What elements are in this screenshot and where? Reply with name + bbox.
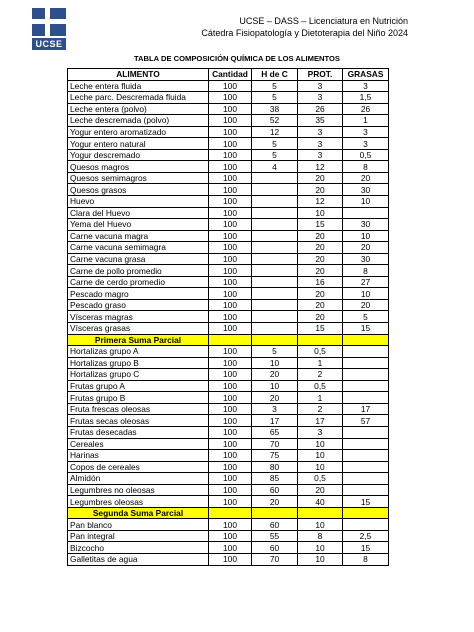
value-cell — [252, 311, 298, 323]
value-cell — [252, 207, 298, 219]
table-row — [68, 403, 389, 415]
logo-flag-icon — [32, 8, 66, 36]
food-name-cell: Carne de pollo promedio — [68, 265, 209, 277]
food-name-cell: Bizcocho — [68, 542, 209, 554]
table-row — [68, 380, 389, 392]
table-row — [68, 103, 389, 115]
food-name-cell: Hortalizas grupo B — [68, 357, 209, 369]
value-cell — [252, 184, 298, 196]
value-cell: 75 — [252, 450, 298, 462]
value-cell: 12 — [298, 161, 343, 173]
value-cell: 15 — [298, 219, 343, 231]
value-cell: 1,5 — [343, 92, 389, 104]
value-cell: 17 — [252, 415, 298, 427]
food-name-cell: Quesos grasos — [68, 184, 209, 196]
value-cell: 35 — [298, 115, 343, 127]
value-cell — [252, 242, 298, 254]
value-cell — [343, 461, 389, 473]
table-row — [68, 484, 389, 496]
table-row — [68, 138, 389, 150]
table-row — [68, 207, 389, 219]
value-cell — [343, 473, 389, 485]
value-cell: 100 — [209, 369, 252, 381]
value-cell: 8 — [343, 265, 389, 277]
table-row — [68, 426, 389, 438]
value-cell: 20 — [298, 253, 343, 265]
value-cell: 8 — [343, 553, 389, 565]
ucse-logo — [32, 8, 66, 49]
value-cell: 5 — [252, 138, 298, 150]
value-cell: 20 — [252, 392, 298, 404]
value-cell — [298, 507, 343, 519]
food-name-cell: Frutas grupo B — [68, 392, 209, 404]
value-cell — [252, 230, 298, 242]
value-cell: 100 — [209, 242, 252, 254]
column-header: H de C — [252, 69, 298, 81]
food-name-cell: Yema del Huevo — [68, 219, 209, 231]
table-row — [68, 311, 389, 323]
value-cell: 15 — [298, 323, 343, 335]
food-name-cell: Segunda Suma Parcial — [68, 507, 209, 519]
value-cell: 100 — [209, 207, 252, 219]
food-name-cell: Cereales — [68, 438, 209, 450]
value-cell: 100 — [209, 484, 252, 496]
value-cell: 100 — [209, 311, 252, 323]
value-cell — [252, 276, 298, 288]
value-cell: 26 — [298, 103, 343, 115]
value-cell — [343, 369, 389, 381]
value-cell: 100 — [209, 299, 252, 311]
value-cell: 10 — [343, 288, 389, 300]
food-name-cell: Pescado graso — [68, 299, 209, 311]
food-name-cell: Leche parc. Descremada fluida — [68, 92, 209, 104]
value-cell: 27 — [343, 276, 389, 288]
value-cell — [252, 219, 298, 231]
value-cell: 100 — [209, 380, 252, 392]
value-cell: 3 — [298, 138, 343, 150]
food-name-cell: Legumbres oleosas — [68, 496, 209, 508]
value-cell: 20 — [298, 484, 343, 496]
value-cell: 100 — [209, 138, 252, 150]
value-cell: 100 — [209, 415, 252, 427]
value-cell: 1 — [343, 115, 389, 127]
value-cell: 20 — [298, 288, 343, 300]
value-cell: 100 — [209, 346, 252, 358]
food-name-cell: Carne de cerdo promedio — [68, 276, 209, 288]
value-cell: 20 — [298, 311, 343, 323]
food-name-cell: Leche entera fluida — [68, 80, 209, 92]
value-cell: 10 — [298, 553, 343, 565]
value-cell: 17 — [343, 403, 389, 415]
value-cell: 100 — [209, 403, 252, 415]
table-row — [68, 276, 389, 288]
value-cell: 100 — [209, 496, 252, 508]
value-cell: 100 — [209, 357, 252, 369]
value-cell: 20 — [298, 230, 343, 242]
value-cell: 100 — [209, 172, 252, 184]
value-cell: 20 — [343, 172, 389, 184]
value-cell: 2 — [298, 369, 343, 381]
food-name-cell: Vísceras grasas — [68, 323, 209, 335]
food-name-cell: Frutas secas oleosas — [68, 415, 209, 427]
value-cell: 100 — [209, 80, 252, 92]
table-row — [68, 357, 389, 369]
value-cell: 3 — [252, 403, 298, 415]
column-header: Cantidad — [209, 69, 252, 81]
value-cell — [343, 450, 389, 462]
value-cell: 100 — [209, 196, 252, 208]
value-cell: 10 — [298, 461, 343, 473]
value-cell: 60 — [252, 484, 298, 496]
value-cell — [209, 507, 252, 519]
header-line-1: UCSE – DASS – Licenciatura en Nutrición — [239, 16, 408, 26]
table-row — [68, 496, 389, 508]
value-cell — [343, 519, 389, 531]
table-row — [68, 415, 389, 427]
value-cell: 100 — [209, 219, 252, 231]
value-cell: 100 — [209, 323, 252, 335]
value-cell: 30 — [343, 184, 389, 196]
page-title: TABLA DE COMPOSICIÓN QUÍMICA DE LOS ALIMENTOS — [133, 54, 341, 63]
food-name-cell: Carne vacuna grasa — [68, 253, 209, 265]
value-cell: 10 — [252, 357, 298, 369]
food-name-cell: Pan blanco — [68, 519, 209, 531]
value-cell: 3 — [343, 126, 389, 138]
value-cell: 85 — [252, 473, 298, 485]
value-cell — [252, 265, 298, 277]
food-name-cell: Yogur entero aromatizado — [68, 126, 209, 138]
table-row — [68, 161, 389, 173]
value-cell: 8 — [343, 161, 389, 173]
value-cell: 100 — [209, 530, 252, 542]
value-cell: 20 — [298, 265, 343, 277]
value-cell: 15 — [343, 323, 389, 335]
table-row — [68, 346, 389, 358]
value-cell: 30 — [343, 253, 389, 265]
value-cell: 80 — [252, 461, 298, 473]
table-row — [68, 230, 389, 242]
table-body — [68, 80, 389, 565]
value-cell: 70 — [252, 553, 298, 565]
value-cell: 10 — [252, 380, 298, 392]
value-cell: 3 — [298, 126, 343, 138]
table-row — [68, 323, 389, 335]
value-cell: 15 — [343, 542, 389, 554]
value-cell: 100 — [209, 473, 252, 485]
value-cell: 57 — [343, 415, 389, 427]
value-cell: 100 — [209, 265, 252, 277]
food-name-cell: Carne vacuna magra — [68, 230, 209, 242]
value-cell: 100 — [209, 230, 252, 242]
value-cell: 52 — [252, 115, 298, 127]
value-cell: 3 — [298, 149, 343, 161]
value-cell — [343, 438, 389, 450]
table-row — [68, 184, 389, 196]
table-row — [68, 149, 389, 161]
table-row — [68, 80, 389, 92]
table-row — [68, 369, 389, 381]
value-cell: 17 — [298, 415, 343, 427]
value-cell: 20 — [343, 299, 389, 311]
value-cell: 5 — [252, 149, 298, 161]
value-cell — [209, 334, 252, 346]
table-row — [68, 461, 389, 473]
food-name-cell: Leche entera (polvo) — [68, 103, 209, 115]
value-cell: 100 — [209, 553, 252, 565]
value-cell: 2 — [298, 403, 343, 415]
value-cell: 100 — [209, 438, 252, 450]
value-cell — [343, 392, 389, 404]
value-cell — [343, 484, 389, 496]
value-cell: 5 — [343, 311, 389, 323]
value-cell: 12 — [298, 196, 343, 208]
column-header: PROT. — [298, 69, 343, 81]
value-cell: 10 — [343, 196, 389, 208]
value-cell: 10 — [298, 542, 343, 554]
logo-text: UCSE — [32, 38, 66, 50]
value-cell: 3 — [343, 138, 389, 150]
value-cell: 5 — [252, 92, 298, 104]
value-cell: 0,5 — [343, 149, 389, 161]
value-cell: 30 — [343, 219, 389, 231]
value-cell: 20 — [298, 299, 343, 311]
composition-table — [67, 68, 389, 566]
food-name-cell: Galletitas de agua — [68, 553, 209, 565]
value-cell: 100 — [209, 149, 252, 161]
value-cell: 20 — [298, 184, 343, 196]
food-name-cell: Frutas desecadas — [68, 426, 209, 438]
food-name-cell: Almidón — [68, 473, 209, 485]
value-cell: 100 — [209, 426, 252, 438]
value-cell: 60 — [252, 519, 298, 531]
food-name-cell: Legumbres no oleosas — [68, 484, 209, 496]
value-cell — [252, 323, 298, 335]
value-cell — [252, 196, 298, 208]
value-cell — [343, 426, 389, 438]
food-name-cell: Clara del Huevo — [68, 207, 209, 219]
value-cell: 20 — [298, 242, 343, 254]
value-cell: 0,5 — [298, 346, 343, 358]
table-row — [68, 438, 389, 450]
value-cell: 4 — [252, 161, 298, 173]
value-cell: 5 — [252, 346, 298, 358]
value-cell: 60 — [252, 542, 298, 554]
food-name-cell: Vísceras magras — [68, 311, 209, 323]
value-cell: 38 — [252, 103, 298, 115]
table-row — [68, 126, 389, 138]
table-row — [68, 392, 389, 404]
food-name-cell: Quesos semimagros — [68, 172, 209, 184]
value-cell — [343, 346, 389, 358]
value-cell — [252, 507, 298, 519]
value-cell: 65 — [252, 426, 298, 438]
value-cell: 10 — [298, 438, 343, 450]
column-header: ALIMENTO — [68, 69, 209, 81]
value-cell: 55 — [252, 530, 298, 542]
table-row — [68, 519, 389, 531]
food-name-cell: Harinas — [68, 450, 209, 462]
value-cell — [343, 380, 389, 392]
value-cell: 15 — [343, 496, 389, 508]
value-cell: 1 — [298, 357, 343, 369]
value-cell — [343, 334, 389, 346]
value-cell: 100 — [209, 542, 252, 554]
food-name-cell: Yogur entero natural — [68, 138, 209, 150]
food-name-cell: Hortalizas grupo C — [68, 369, 209, 381]
value-cell: 1 — [298, 392, 343, 404]
table-row — [68, 450, 389, 462]
food-name-cell: Carne vacuna semimagra — [68, 242, 209, 254]
value-cell: 100 — [209, 450, 252, 462]
partial-sum-row — [68, 334, 389, 346]
table-row — [68, 242, 389, 254]
value-cell — [298, 334, 343, 346]
value-cell — [252, 334, 298, 346]
table-row — [68, 530, 389, 542]
food-name-cell: Pescado magro — [68, 288, 209, 300]
value-cell — [343, 507, 389, 519]
value-cell: 10 — [343, 230, 389, 242]
value-cell — [343, 207, 389, 219]
value-cell — [252, 172, 298, 184]
value-cell: 100 — [209, 92, 252, 104]
table-row — [68, 265, 389, 277]
value-cell: 16 — [298, 276, 343, 288]
food-name-cell: Pan integral — [68, 530, 209, 542]
value-cell: 40 — [298, 496, 343, 508]
value-cell: 100 — [209, 392, 252, 404]
value-cell: 5 — [252, 80, 298, 92]
food-name-cell: Hortalizas grupo A — [68, 346, 209, 358]
table-row — [68, 553, 389, 565]
value-cell: 3 — [298, 92, 343, 104]
value-cell: 0,5 — [298, 380, 343, 392]
value-cell: 100 — [209, 184, 252, 196]
value-cell: 3 — [298, 426, 343, 438]
value-cell — [252, 253, 298, 265]
value-cell — [252, 299, 298, 311]
table-row — [68, 219, 389, 231]
table-row — [68, 196, 389, 208]
value-cell: 3 — [343, 80, 389, 92]
table-row — [68, 473, 389, 485]
food-name-cell: Yogur descremado — [68, 149, 209, 161]
value-cell: 20 — [343, 242, 389, 254]
value-cell: 70 — [252, 438, 298, 450]
value-cell: 20 — [252, 496, 298, 508]
table-row — [68, 253, 389, 265]
value-cell: 26 — [343, 103, 389, 115]
food-name-cell: Fruta frescas oleosas — [68, 403, 209, 415]
table-row — [68, 115, 389, 127]
food-name-cell: Quesos magros — [68, 161, 209, 173]
value-cell: 100 — [209, 115, 252, 127]
value-cell: 10 — [298, 207, 343, 219]
value-cell: 20 — [298, 172, 343, 184]
value-cell: 20 — [252, 369, 298, 381]
value-cell: 100 — [209, 288, 252, 300]
food-name-cell: Frutas grupo A — [68, 380, 209, 392]
value-cell: 100 — [209, 103, 252, 115]
table-row — [68, 299, 389, 311]
value-cell: 100 — [209, 461, 252, 473]
food-name-cell: Primera Suma Parcial — [68, 334, 209, 346]
value-cell: 100 — [209, 253, 252, 265]
value-cell: 10 — [298, 519, 343, 531]
value-cell: 100 — [209, 519, 252, 531]
table-row — [68, 92, 389, 104]
header-line-2: Cátedra Fisiopatología y Dietoterapia del Niño 2024 — [201, 28, 408, 38]
table-row — [68, 542, 389, 554]
document-header — [201, 15, 408, 39]
value-cell: 0,5 — [298, 473, 343, 485]
food-name-cell: Leche descremada (polvo) — [68, 115, 209, 127]
value-cell: 100 — [209, 161, 252, 173]
table-row — [68, 288, 389, 300]
food-name-cell: Copos de cereales — [68, 461, 209, 473]
table-header-row — [68, 69, 389, 81]
value-cell: 2,5 — [343, 530, 389, 542]
column-header: GRASAS — [343, 69, 389, 81]
value-cell: 3 — [298, 80, 343, 92]
food-name-cell: Huevo — [68, 196, 209, 208]
value-cell — [343, 357, 389, 369]
value-cell: 12 — [252, 126, 298, 138]
partial-sum-row — [68, 507, 389, 519]
value-cell: 100 — [209, 126, 252, 138]
value-cell: 8 — [298, 530, 343, 542]
value-cell — [252, 288, 298, 300]
table-row — [68, 172, 389, 184]
value-cell: 10 — [298, 450, 343, 462]
value-cell: 100 — [209, 276, 252, 288]
